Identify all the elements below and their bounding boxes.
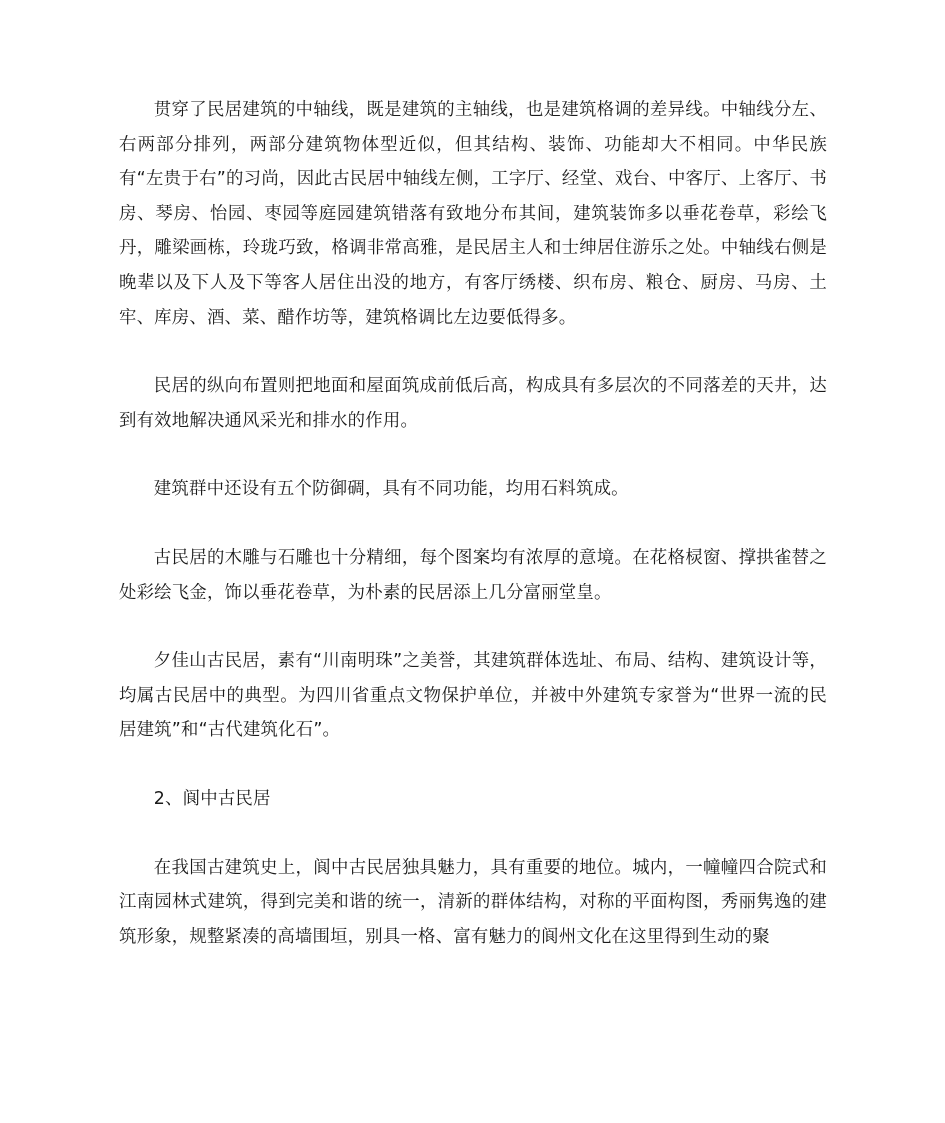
paragraph-carvings: 古民居的木雕与石雕也十分精细，每个图案均有浓厚的意境。在花格棂窗、撑拱雀替之处彩绘飞金，饰以垂花卷草，为朴素的民居添上几分富丽堂皇。 — [119, 547, 827, 603]
paragraph-central-axis: 贯穿了民居建筑的中轴线，既是建筑的主轴线，也是建筑格调的差异线。中轴线分左、右两部分排列，两部分建筑物体型近似，但其结构、装饰、功能却大不相同。中华民族有“左贵于右”的习尚，因此古民居中轴线左侧，工字厅、经堂、戏台、中客厅、上客厅、书房、琴房、怡园、枣园等庭园建筑错落有致地分布其间，建筑装饰多以垂花卷草，彩绘飞丹，雕梁画栋，玲珑巧致，格调非常高雅，是民居主人和士绅居住游乐之处。中轴线右侧是晚辈以及下人及下等客人居住出没的地方，有客厅绣楼、织布房、粮仓、厨房、马房、土牢、库房、酒、菜、醋作坊等，建筑格调比左边要低得多。 — [119, 100, 827, 328]
document-body — [119, 93, 827, 954]
paragraph-defense-towers: 建筑群中还设有五个防御碉，具有不同功能，均用石料筑成。 — [153, 479, 629, 500]
paragraph-vertical-layout: 民居的纵向布置则把地面和屋面筑成前低后高，构成具有多层次的不同落差的天井，达到有效地解决通风采光和排水的作用。 — [119, 376, 827, 431]
paragraph-langzhong-intro: 在我国古建筑史上，阆中古民居独具魅力，具有重要的地位。城内，一幢幢四合院式和江南园林式建筑，得到完美和谐的统一，清新的群体结构，对称的平面构图，秀丽隽逸的建筑形象，规整紧凑的高墙围垣，别具一格、富有魅力的阆州文化在这里得到生动的聚 — [119, 857, 827, 947]
paragraph-gap — [119, 748, 827, 782]
paragraph-xijiashan-summary: 夕佳山古民居，素有“川南明珠”之美誉，其建筑群体选址、布局、结构、建筑设计等，均属古民居中的典型。为四川省重点文物保护单位，并被中外建筑专家誉为“世界一流的民居建筑”和“古代建筑化石”。 — [119, 651, 827, 741]
paragraph-gap — [119, 438, 827, 472]
paragraph-gap — [119, 610, 827, 644]
paragraph-gap — [119, 335, 827, 369]
paragraph-gap — [119, 507, 827, 541]
section-heading-langzhong: 2、阆中古民居 — [153, 788, 271, 809]
paragraph-gap — [119, 817, 827, 851]
